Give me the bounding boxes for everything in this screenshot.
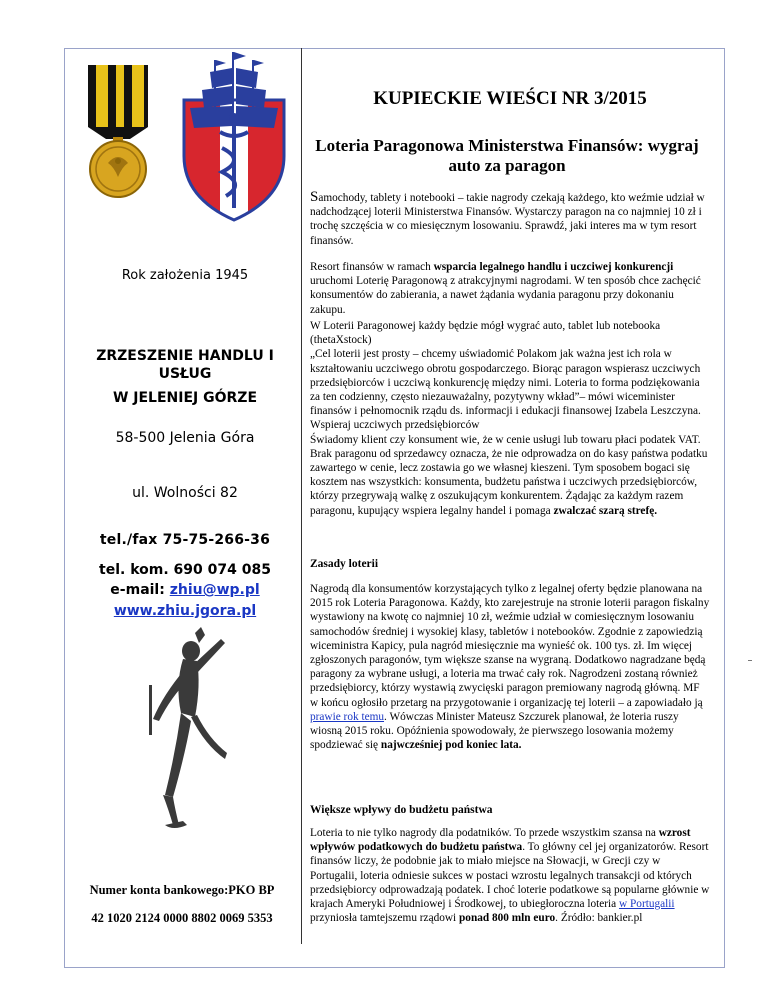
street-address: ul. Wolności 82 — [132, 485, 238, 501]
paragraph-text: Resort finansów w ramach — [310, 261, 434, 273]
section-heading-rules: Zasady loterii — [310, 558, 379, 570]
article-paragraph-rules — [310, 582, 710, 752]
article-paragraph-2 — [310, 260, 710, 317]
organization-name: ZRZESZENIE HANDLU I USŁUG — [96, 348, 274, 382]
paragraph-bold: zwalczać szarą strefę. — [553, 504, 658, 517]
paragraph-text: . To główny cel jej organizatorów. Resort finansów liczy, że podobnie jak to miało miejsce na Słowacji, w Grecji czy w Portugalii, loteria odniesie sukces w postaci wzrostu legalnych transakcji od których przedsiębiorcy odprowadzają podatek. I choć loterie podatkowe są popularne głównie w krajach Ameryki Południowej i Środkowej, to ubiegłoroczna loteria — [310, 841, 710, 911]
portugal-link[interactable]: w Portugalii — [619, 898, 675, 911]
paragraph-bold: najwcześniej pod koniec lata. — [380, 739, 522, 752]
paragraph-text: uruchomi Loterię Paragonową z atrakcyjnymi nagrodami. W ten sposób chce zachęcić konsumentów do zabierania, a nawet żądania wydania paragonu przy dokonaniu zakupu. — [310, 275, 701, 316]
association-emblem-icon — [180, 48, 288, 223]
email-line — [72, 582, 298, 598]
paragraph-bold: ponad 800 mln euro — [459, 912, 556, 925]
email-label: e-mail: — [110, 582, 170, 598]
quote-text: „Cel loterii jest prosty – chcemy uświadomić Polakom jak ważna jest ich rola w kształtowaniu uczciwego obrotu gospodarczego. Biorąc paragon wspierasz uczciwych przedsiębiorców i uczciwą konkurencję między nimi. Loteria to forma podziękowania za ten codzienny, często niezauważalny, pozytywny wkład”– mówi wiceminister finansów i pełnomocnik rządu ds. informacji i edukacji finansowej Izabela Leszczyna. Wspieraj uczciwych przedsiębiorców — [310, 348, 701, 432]
lead-text: amochody, tablety i notebooki – takie nagrody czekają każdego, kto weźmie udział w nadchodzącej loterii Ministerstwa Finansów. Wystarczy paragon na co najmniej 10 zł i trochę szczęścia w co miesięcznym losowaniu. Sprawdź, jaki interes ma w tym resort finansów. — [310, 192, 705, 247]
column-divider — [301, 48, 302, 944]
article-headline: Loteria Paragonowa Ministerstwa Finansów: wygraj auto za paragon — [315, 136, 699, 175]
paragraph-text: . Źródło: bankier.pl — [555, 912, 643, 925]
organization-city: W JELENIEJ GÓRZE — [112, 390, 258, 406]
prawie-rok-temu-link[interactable]: prawie rok temu — [310, 710, 385, 723]
paragraph-text: Loteria to nie tylko nagrody dla podatników. To przede wszystkim szansa na — [310, 827, 659, 839]
phone-fax: tel./fax 75-75-266-36 — [99, 532, 271, 548]
drop-cap: S — [310, 189, 319, 205]
email-link[interactable]: zhiu@wp.pl — [169, 582, 260, 598]
postal-city: 58-500 Jelenia Góra — [115, 430, 255, 446]
paragraph-text: . Wówczas Minister Mateusz Szczurek planował, że loteria ruszy wiosną 2015 roku. Opóźnienia spowodowały, że pierwszego losowania możemy spodziewać się — [310, 710, 679, 752]
bank-account-label: Numer konta bankowego:PKO BP — [89, 883, 275, 897]
website-link[interactable]: www.zhiu.jgora.pl — [113, 603, 257, 619]
paragraph-text: przyniosła tamtejszemu rządowi — [310, 912, 460, 925]
medal-icon — [82, 65, 154, 200]
paragraph-text: Nagrodą dla konsumentów korzystających tylko z legalnej oferty będzie planowana na 2015 rok Loteria Paragonowa. Każdy, kto zarejestruje na stronie loterii paragon fiskalny wystawiony na kwotę co najmniej 10 zł, weźmie udział w comiesięcznym losowaniu samochodów średniej i wysokiej klasy, tabletów i notebooków. Zgodnie z zapowiedzią wiceministra Kapicy, pula nagród miesięcznie ma wynieść ok. 100 tys. zł. Im więcej zgłoszonych paragonów, tym większe szanse na wygraną. Dodatkowo nagradzane będą paragony za wybrane usługi, a loteria ma trwać cały rok. Nagrodzeni zostaną również przedsiębiorcy, którzy wystawią zwycięski paragon premiowany nagrodą główną. MF w końcu ogłosiło przetarg na przygotowanie i organizację tej loterii – a zapowiadało ją — [310, 583, 710, 709]
article-paragraph-budget — [310, 826, 710, 925]
paragraph-text: Świadomy klient czy konsument wie, że w cenie usługi lub towaru płaci podatek VAT. Brak paragonu od sprzedawcy oznacza, że nie odprowadza on do kasy państwa podatku zawartego w cenie, lecz zostawia go we własnej kieszeni. Tym sposobem bogaci się kosztem nas wszystkich: konsumenta, budżetu państwa i uczciwych przedsiębiorców, którzy przegrywają walkę z oszukującym konkurentem. Żądając za każdym razem paragonu, kupujący wspiera legalny handel i pomaga — [310, 433, 708, 517]
newsletter-title: KUPIECKIE WIEŚCI NR 3/2015 — [373, 88, 647, 109]
paragraph-bold: wzrost wpływów podatkowych do budżetu państwa — [310, 827, 691, 854]
mobile-phone: tel. kom. 690 074 085 — [99, 562, 271, 578]
paragraph-text: W Loterii Paragonowej każdy będzie mógł wygrać auto, tablet lub notebooka (thetaXstock) — [310, 320, 661, 347]
article-lead-paragraph — [310, 190, 710, 248]
margin-mark — [748, 660, 752, 661]
founded-year: Rok założenia 1945 — [121, 268, 249, 283]
section-heading-budget: Większe wpływy do budżetu państwa — [310, 804, 493, 816]
article-paragraph-3 — [310, 319, 710, 518]
website-line — [72, 603, 298, 619]
hermes-statue-icon — [135, 625, 245, 835]
paragraph-bold: wsparcia legalnego handlu i uczciwej konkurencji — [433, 261, 674, 273]
bank-account-number: 42 1020 2124 0000 8802 0069 5353 — [91, 911, 273, 925]
